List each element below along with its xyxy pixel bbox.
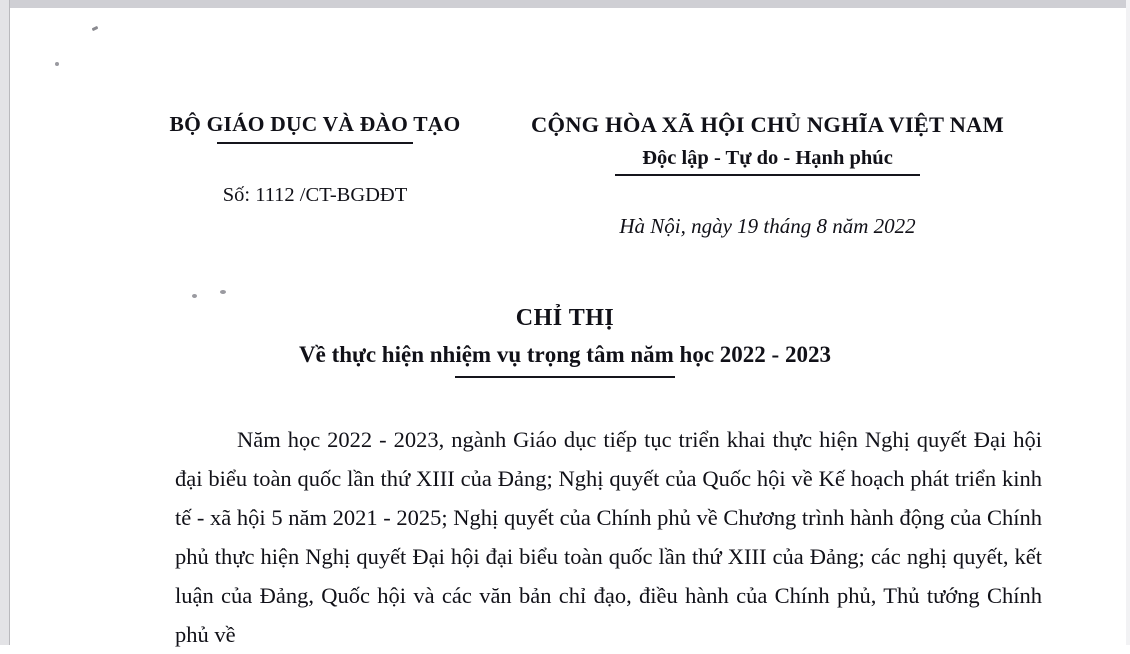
- document-title-block: [0, 305, 1130, 378]
- page-subtitle: Về thực hiện nhiệm vụ trọng tâm năm học 2022 - 2023: [299, 342, 831, 367]
- country-name: CỘNG HÒA XÃ HỘI CHỦ NGHĨA VIỆT NAM: [531, 112, 1004, 137]
- place-and-date: Hà Nội, ngày 19 tháng 8 năm 2022: [619, 214, 916, 238]
- issuing-ministry: BỘ GIÁO DỤC VÀ ĐÀO TẠO: [169, 112, 461, 136]
- national-motto: Độc lập - Tự do - Hạnh phúc: [642, 147, 893, 169]
- ministry-underline: [217, 142, 413, 144]
- document-number: Số: 1112 /CT-BGDĐT: [222, 184, 408, 206]
- title-underline: [455, 376, 675, 378]
- body-paragraph-1: Năm học 2022 - 2023, ngành Giáo dục tiếp tục triển khai thực hiện Nghị quyết Đại hội đại biểu toàn quốc lần thứ XIII của Đảng; Nghị quyết của Quốc hội về Kế hoạch phát triển kinh tế - xã hội 5 năm 2021 - 2025; Nghị quyết của Chính phủ về Chương trình hành động của Chính phủ thực hiện Nghị quyết Đại hội đại biểu toàn quốc lần thứ XIII của Đảng; các nghị quyết, kết luận của Đảng, Quốc hội và các văn bản chỉ đạo, điều hành của Chính phủ, Thủ tướng Chính phủ về: [175, 427, 1042, 647]
- document-header: [0, 0, 1130, 239]
- header-right-column: [515, 112, 1020, 239]
- header-left-column: [115, 112, 515, 207]
- page-title: CHỈ THỊ: [515, 305, 615, 331]
- motto-underline: [615, 174, 920, 176]
